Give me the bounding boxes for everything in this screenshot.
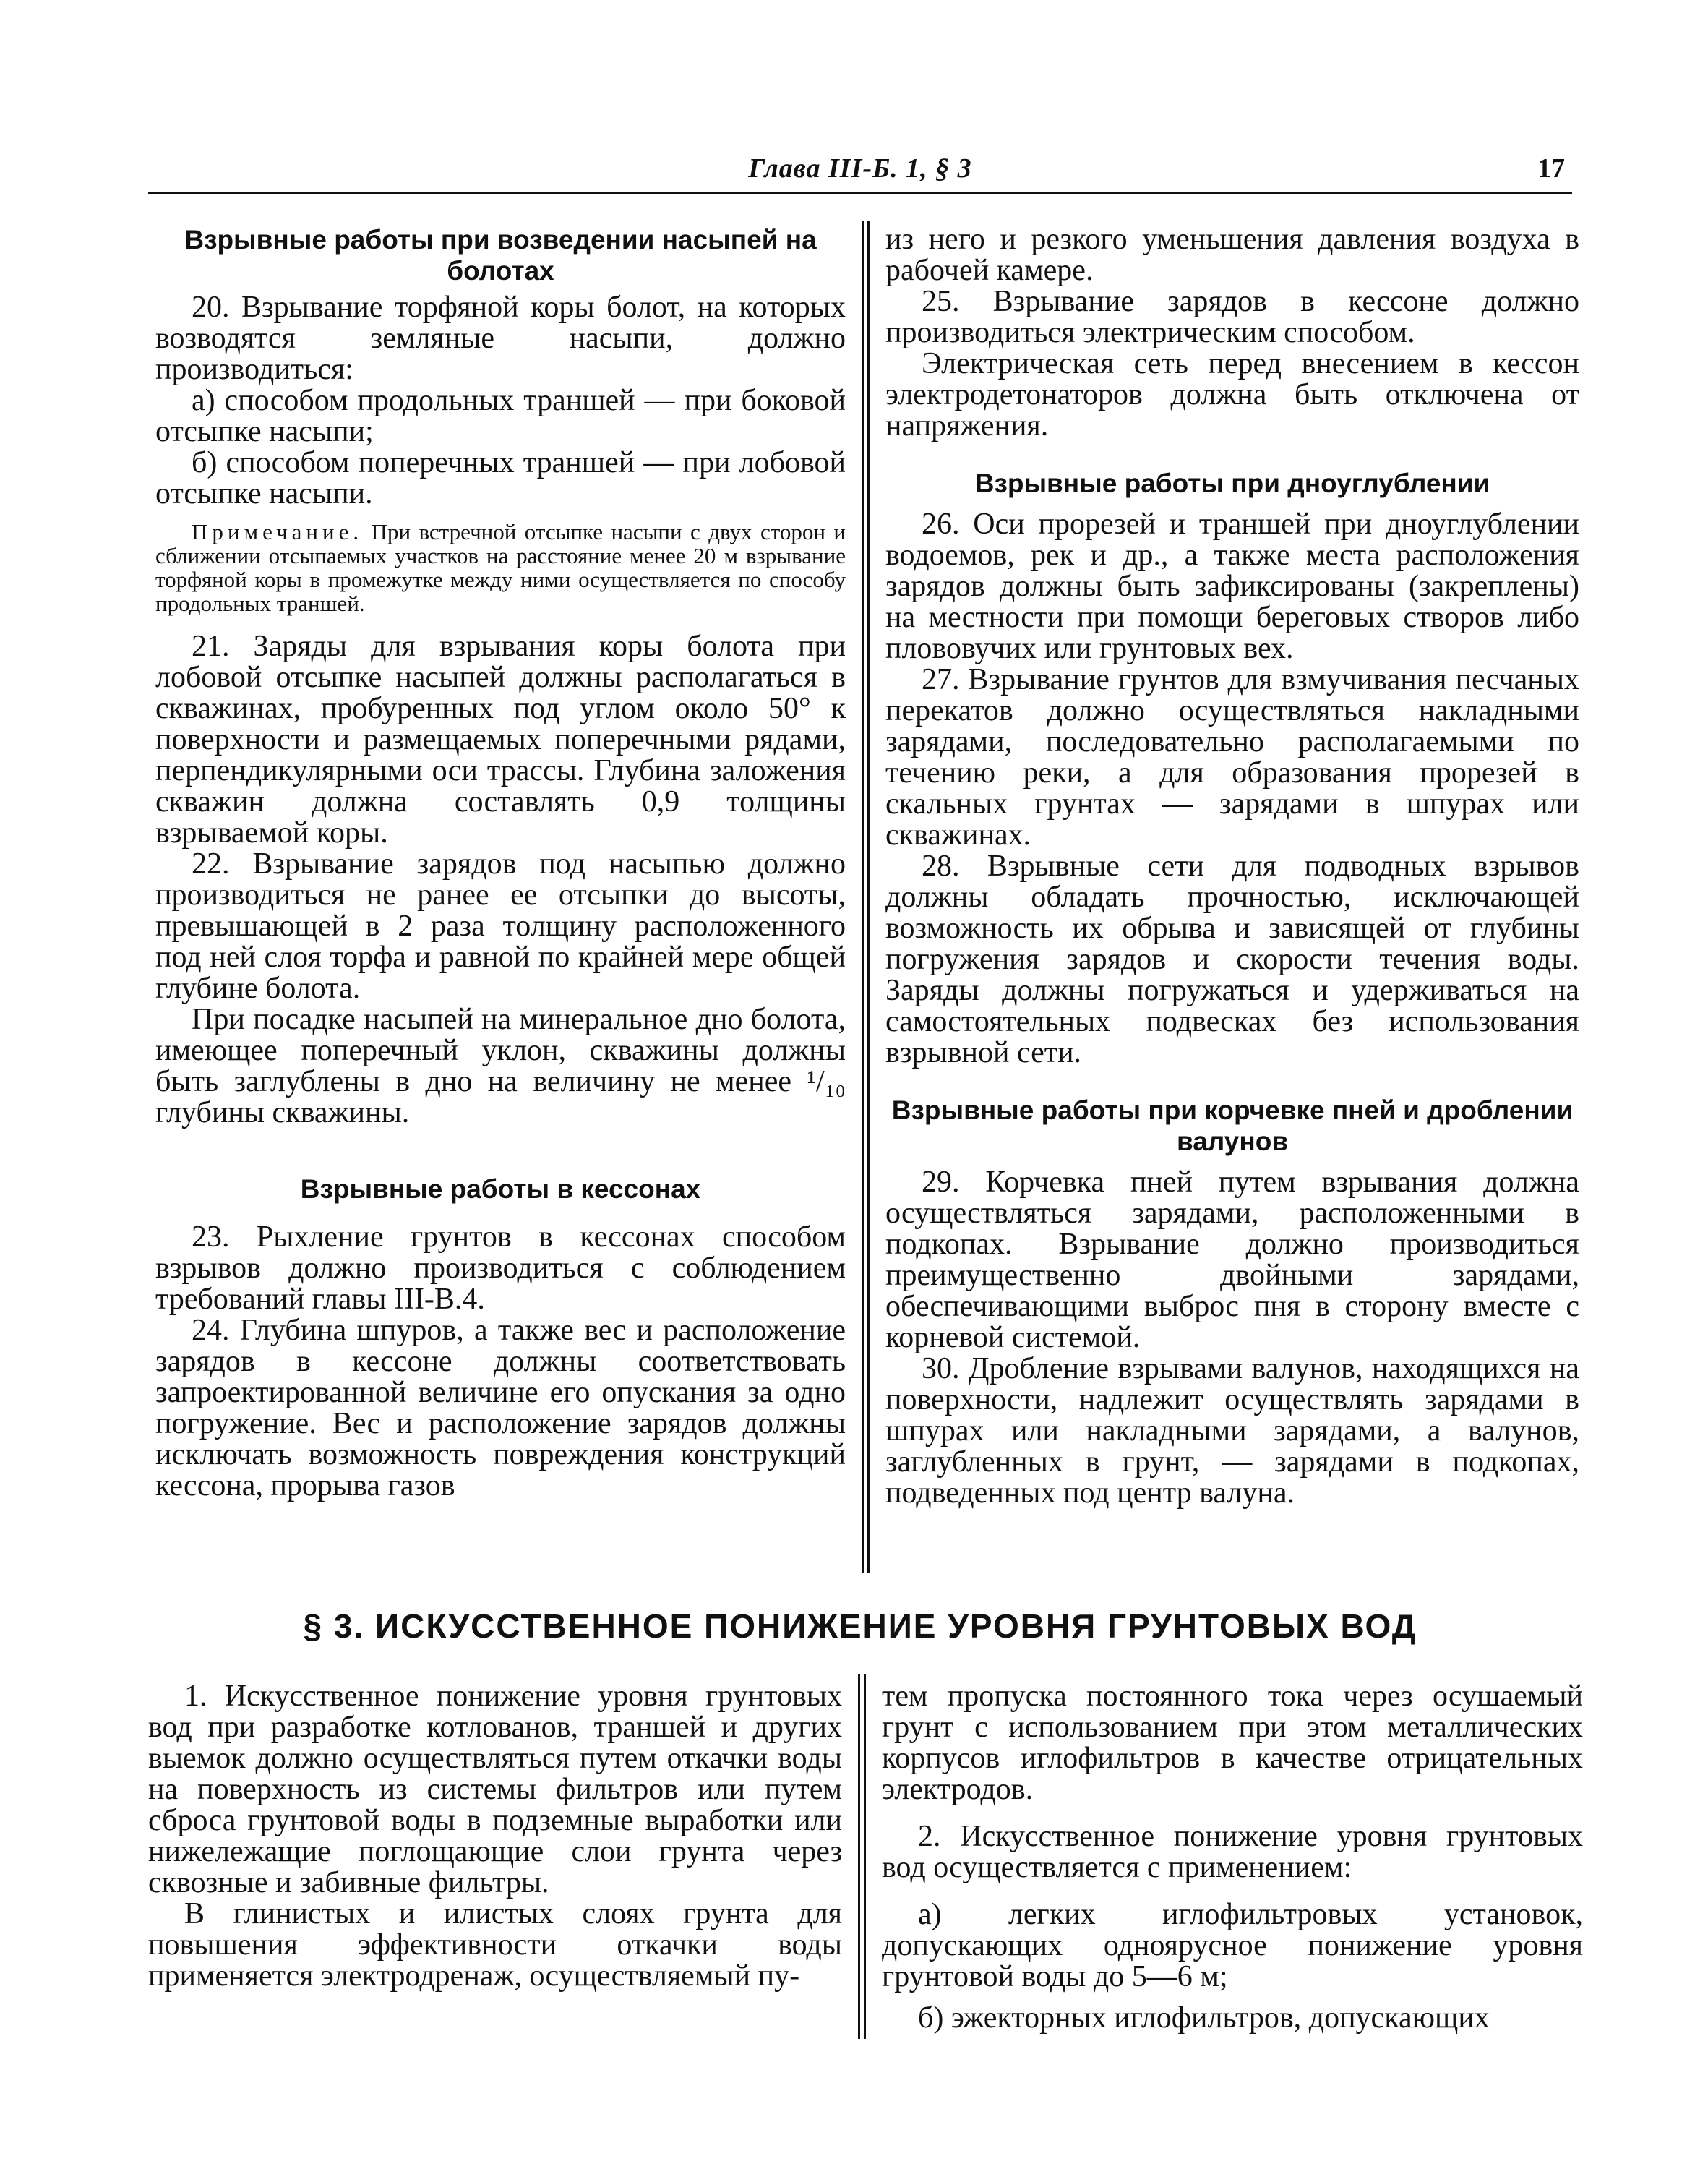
heading-swamp-embankments: Взрывные работы при возведении насыпей на болотах xyxy=(184,225,817,286)
chapter-reference: Глава III-Б. 1, § 3 xyxy=(748,153,972,184)
section-title: § 3. ИСКУССТВЕННОЕ ПОНИЖЕНИЕ УРОВНЯ ГРУНТОВЫХ ВОД xyxy=(303,1607,1417,1645)
paragraph-1-continued: тем пропуска постоянного тока через осушаемый грунт с использованием при этом металлических корпусов иглофильтров в качестве отрицательных электродов. xyxy=(882,1680,1583,1806)
paragraph-24: 24. Глубина шпуров, а также вес и расположение зарядов в кессоне должны соответствовать запроектированной величине его опускания за одно погружение. Вес и расположение зарядов должны исключать возможность повреждения конструкций кессона, прорыва газов xyxy=(155,1314,846,1502)
paragraph-22b: При посадке насыпей на минеральное дно болота, имеющее поперечный уклон, скважины должны быть заглублены в дно на величину не менее ¹/₁₀ глубины скважины. xyxy=(155,1003,846,1129)
column-divider xyxy=(867,221,870,1573)
paragraph-24-continued: из него и резкого уменьшения давления воздуха в рабочей камере. xyxy=(885,223,1579,287)
right-column xyxy=(885,224,1579,1509)
paragraph-1b: В глинистых и илистых слоях грунта для повышения эффективности откачки воды применяется электродренаж, осуществляемый пу- xyxy=(148,1897,842,1993)
heading-dredging: Взрывные работы при дноуглублении xyxy=(974,469,1490,498)
heading-caissons: Взрывные работы в кессонах xyxy=(300,1174,701,1204)
note xyxy=(155,520,846,615)
paragraph-21: 21. Заряды для взрывания коры болота при лобовой отсыпке насыпей должны располагаться в скважинах, пробуренных под углом около 50° к поверхности и размещаемых поперечными рядами, перпендикулярными оси трассы. Глубина заложения скважин должна составлять 0,9 толщины взрываемой коры. xyxy=(155,630,846,850)
paragraph-2b: б) эжекторных иглофильтров, допускающих xyxy=(918,2001,1490,2035)
note-label: Примечание. xyxy=(192,519,364,544)
paragraph-1: 1. Искусственное понижение уровня грунтовых вод при разработке котлованов, траншей и других выемок должно осуществляться путем откачки воды на поверхность из системы фильтров или путем сброса грунтовой воды в подземные выработки или нижележащие поглощающие слои грунта через сквозные и забивные фильтры. xyxy=(148,1680,842,1899)
paragraph-22: 22. Взрывание зарядов под насыпью должно производиться не ранее ее отсыпки до высоты, превышающей в 2 раза толщину расположенного под ней слоя торфа и равной по крайней мере общей глубине болота. xyxy=(155,847,846,1005)
paragraph-23: 23. Рыхление грунтов в кессонах способом взрывов должно производиться с соблюдением требований главы III-В.4. xyxy=(155,1220,846,1316)
paragraph-30: 30. Дробление взрывами валунов, находящихся на поверхности, надлежит осуществлять зарядами в шпурах или накладными зарядами, а валунов, заглубленных в грунт, — зарядами в подкопах, подведенных под центр валуна. xyxy=(885,1352,1579,1510)
column-divider xyxy=(862,221,864,1573)
paragraph-25: 25. Взрывание зарядов в кессоне должно производиться электрическим способом. xyxy=(885,285,1579,349)
paragraph-2: 2. Искусственное понижение уровня грунтовых вод осуществляется с применением: xyxy=(882,1820,1583,1884)
heading-stumps-boulders: Взрывные работы при корчевке пней и дроблении валунов xyxy=(891,1095,1574,1156)
page-number: 17 xyxy=(1537,153,1565,184)
note-text: При встречной отсыпке насыпи с двух сторон и сближении отсыпаемых участков на расстояние менее 20 м взрывание торфяной коры в промежутке между ними осуществляется по способу продольных траншей. xyxy=(155,519,846,616)
paragraph-2a: а) легких иглофильтровых установок, допускающих одноярусное понижение уровня грунтовой воды до 5—6 м; xyxy=(882,1898,1583,1993)
left-column xyxy=(155,224,846,1502)
paragraph-20a: а) способом продольных траншей — при боковой отсыпке насыпи; xyxy=(155,384,846,448)
column-divider xyxy=(858,1674,860,2039)
bottom-left-column xyxy=(148,1681,842,1992)
column-divider xyxy=(864,1674,866,2039)
paragraph-28: 28. Взрывные сети для подводных взрывов должны обладать прочностью, исключающей возможность их обрыва и зависящей от глубины погружения зарядов и скорости течения воды. Заряды должны погружаться и удерживаться на самостоятельных подвесках без использования взрывной сети. xyxy=(885,850,1579,1069)
paragraph-29: 29. Корчевка пней путем взрывания должна осуществляться зарядами, расположенными в подкопах. Взрывание должно производиться преимущественно двойными зарядами, обеспечивающими выброс пня в сторону вместе с корневой системой. xyxy=(885,1166,1579,1354)
paragraph-25b: Электрическая сеть перед внесением в кессон электродетонаторов должна быть отключена от напряжения. xyxy=(885,347,1579,442)
bottom-right-column xyxy=(882,1681,1583,2034)
page-header xyxy=(148,148,1572,194)
paragraph-26: 26. Оси прорезей и траншей при дноуглублении водоемов, рек и др., а также места расположения зарядов должны быть зафиксированы (закреплены) на местности при помощи береговых створов либо плововучих или грунтовых вех. xyxy=(885,508,1579,665)
paragraph-20: 20. Взрывание торфяной коры болот, на которых возводятся земляные насыпи, должно производиться: xyxy=(155,291,846,386)
paragraph-27: 27. Взрывание грунтов для взмучивания песчаных перекатов должно осуществляться накладными зарядами, последовательно располагаемыми по течению реки, а для образования прорезей в скальных грунтах — зарядами в шпурах или скважинах. xyxy=(885,663,1579,852)
paragraph-20b: б) способом поперечных траншей — при лобовой отсыпке насыпи. xyxy=(155,446,846,510)
